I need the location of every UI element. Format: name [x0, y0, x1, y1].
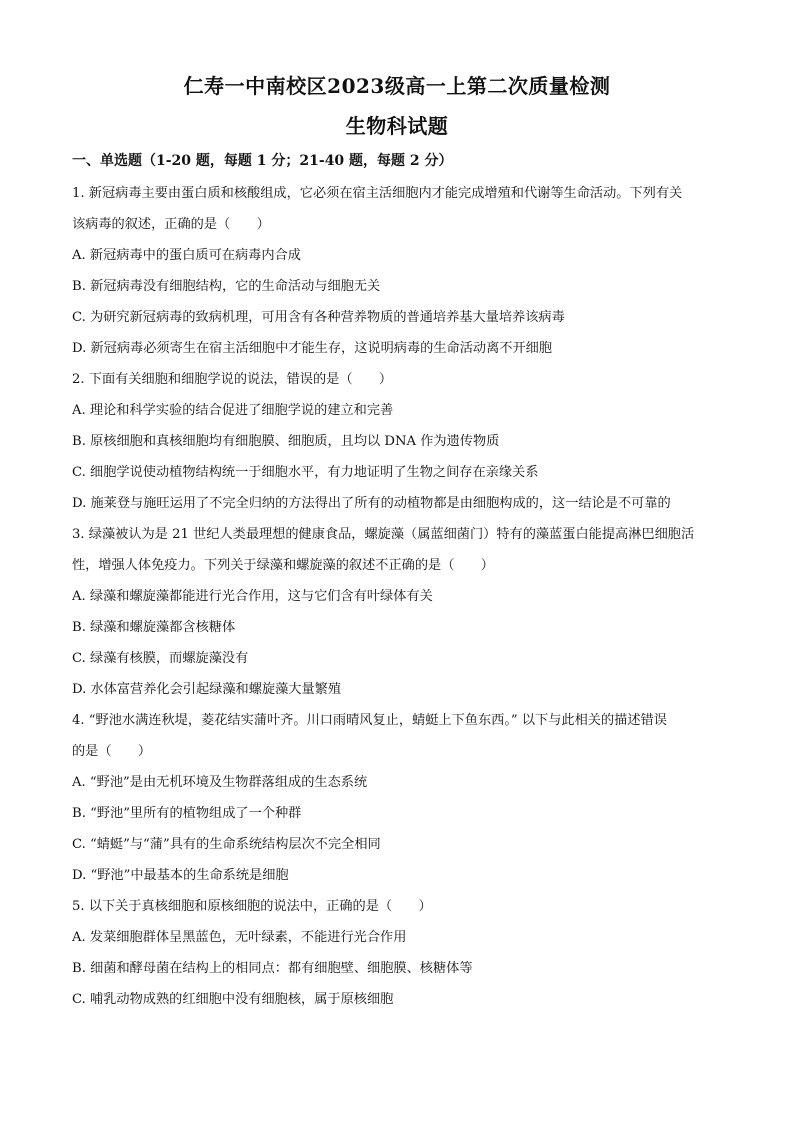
question-content [72, 178, 732, 1015]
text-line: B. “野池”里所有的植物组成了一个种群 [72, 806, 302, 821]
text-line: D. 施莱登与施旺运用了不完全归纳的方法得出了所有的动植物都是由细胞构成的，这一结论是不可靠的 [72, 496, 671, 511]
text-line: 3. 绿藻被认为是 21 世纪人类最理想的健康食品，螺旋藻（属蓝细菌门）特有的藻蓝蛋白能提高淋巴细胞活 [72, 527, 695, 542]
exam-title: 仁寿一中南校区2023级高一上第二次质量检测 [183, 74, 611, 98]
text-line: 的是（ ） [72, 744, 152, 759]
text-line: B. 绿藻和螺旋藻都含核糖体 [72, 620, 236, 635]
text-line: C. “蜻蜓”与“蒲”具有的生命系统结构层次不完全相同 [72, 837, 381, 852]
text-line: A. “野池”是由无机环境及生物群落组成的生态系统 [72, 775, 368, 790]
text-line: 5. 以下关于真核细胞和原核细胞的说法中，正确的是（ ） [72, 899, 432, 914]
text-line: B. 细菌和酵母菌在结构上的相同点：都有细胞壁、细胞膜、核糖体等 [72, 961, 473, 976]
text-line: A. 发菜细胞群体呈黑蓝色，无叶绿素，不能进行光合作用 [72, 930, 407, 945]
text-line: D. 新冠病毒必须寄生在宿主活细胞中才能生存，这说明病毒的生命活动离不开细胞 [72, 341, 553, 356]
text-line: C. 细胞学说使动植物结构统一于细胞水平，有力地证明了生物之间存在亲缘关系 [72, 465, 539, 480]
text-line: 性，增强人体免疫力。下列关于绿藻和螺旋藻的叙述不正确的是（ ） [72, 558, 494, 573]
text-line: D. 水体富营养化会引起绿藻和螺旋藻大量繁殖 [72, 682, 342, 697]
text-line: A. 新冠病毒中的蛋白质可在病毒内合成 [72, 248, 301, 263]
text-line: 2. 下面有关细胞和细胞学说的说法，错误的是（ ） [72, 372, 393, 387]
exam-subtitle: 生物科试题 [345, 114, 449, 138]
text-line: A. 绿藻和螺旋藻都能进行光合作用，这与它们含有叶绿体有关 [72, 589, 433, 604]
text-line: B. 原核细胞和真核细胞均有细胞膜、细胞质，且均以 DNA 作为遗传物质 [72, 434, 500, 449]
text-line: C. 为研究新冠病毒的致病机理，可用含有各种营养物质的普通培养基大量培养该病毒 [72, 310, 565, 325]
text-line: 4. “野池水满连秋堤，菱花结实蒲叶齐。川口雨晴风复止，蜻蜓上下鱼东西。” 以下与此相关的描述错误 [72, 713, 667, 728]
text-line: C. 绿藻有核膜，而螺旋藻没有 [72, 651, 249, 666]
text-line: D. “野池”中最基本的生命系统是细胞 [72, 868, 289, 883]
text-line: B. 新冠病毒没有细胞结构，它的生命活动与细胞无关 [72, 279, 381, 294]
text-line: A. 理论和科学实验的结合促进了细胞学说的建立和完善 [72, 403, 394, 418]
section-heading: 一、单选题（1-20 题，每题 1 分；21-40 题，每题 2 分） [72, 153, 453, 169]
text-line: 该病毒的叙述，正确的是（ ） [72, 217, 270, 232]
text-line: 1. 新冠病毒主要由蛋白质和核酸组成，它必须在宿主活细胞内才能完成增殖和代谢等生命活动。下列有关 [72, 186, 683, 201]
text-line: C. 哺乳动物成熟的红细胞中没有细胞核，属于原核细胞 [72, 992, 394, 1007]
